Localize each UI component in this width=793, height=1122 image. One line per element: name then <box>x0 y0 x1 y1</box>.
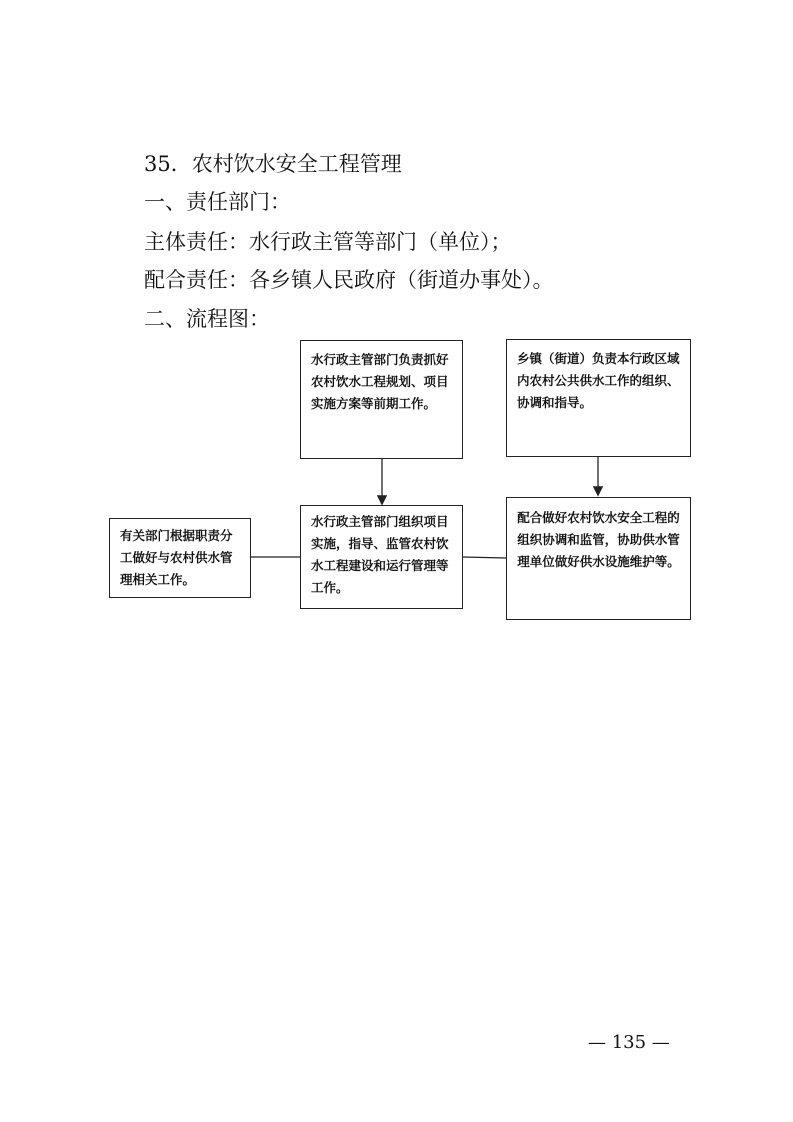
secondary-responsibility: 配合责任：各乡镇人民政府（街道办事处）。 <box>144 268 554 292</box>
flow-box-planning: 水行政主管部门负责抓好农村饮水工程规划、项目实施方案等前期工作。 <box>300 340 463 459</box>
flow-box-assist-supervision: 配合做好农村饮水安全工程的组织协调和监管，协助供水管理单位做好供水设施维护等。 <box>506 497 691 620</box>
page-number: — 135 — <box>588 1032 670 1053</box>
section-flowchart: 二、流程图： <box>144 307 270 331</box>
flow-box-project-implementation: 水行政主管部门组织项目实施，指导、监管农村饮水工程建设和运行管理等工作。 <box>300 505 463 609</box>
section-responsible-departments: 一、责任部门： <box>144 190 291 214</box>
primary-responsibility: 主体责任：水行政主管等部门（单位）； <box>144 230 512 254</box>
flow-box-township-coordination: 乡镇（街道）负责本行政区域内农村公共供水工作的组织、协调和指导。 <box>506 339 691 457</box>
page-title: 35．农村饮水安全工程管理 <box>144 152 402 176</box>
connector-center-to-right <box>462 557 507 558</box>
flow-box-related-departments: 有关部门根据职责分工做好与农村供水管理相关工作。 <box>109 518 251 598</box>
